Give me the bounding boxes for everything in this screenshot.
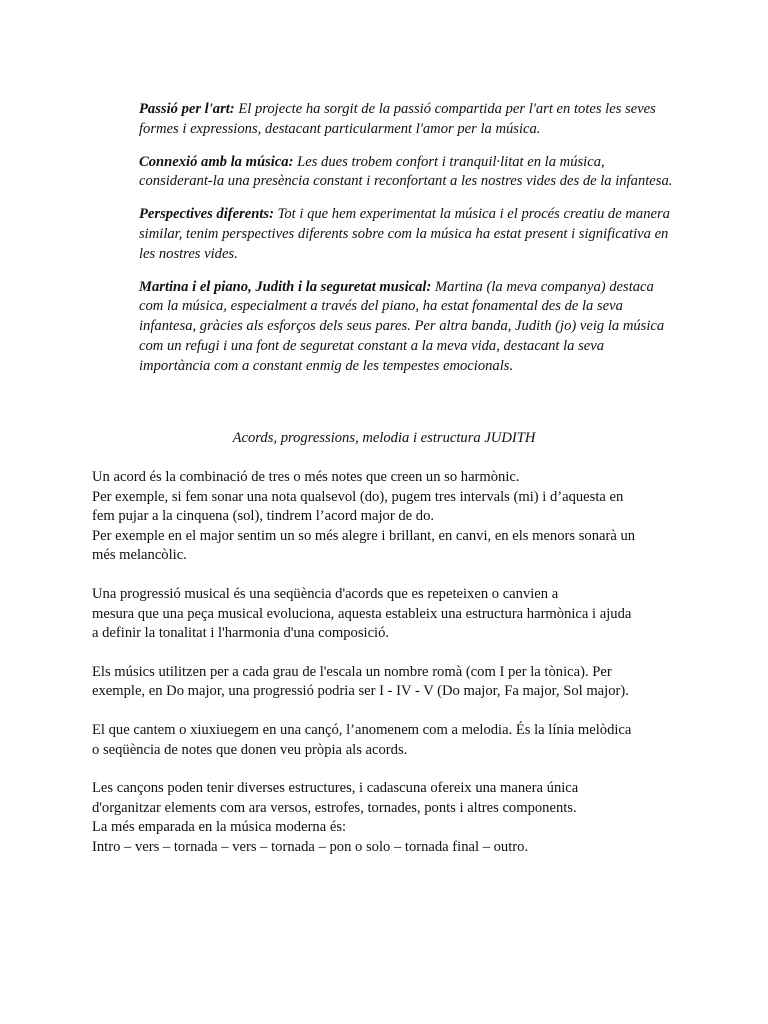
text-line: Una progressió musical és una seqüència d'acords que es repeteixen o canvien a	[92, 585, 559, 602]
point-text: Les dues trobem confort i tranquil·litat en la música, considerant-la una presència constant i reconfortant a les nostres vides des de la infantesa.	[139, 153, 673, 190]
point-term: Passió per l'art:	[139, 101, 235, 117]
paragraph-structure	[92, 779, 682, 857]
point-martina-judith	[139, 278, 679, 377]
section-heading: Acords, progressions, melodia i estructura JUDITH	[232, 430, 536, 446]
point-text: Martina (la meva companya) destaca com la música, especialment a través del piano, ha estat fonamental des de la seva infantesa, gràcies als esforços dels seus pares. Per altra banda, Judith (jo) veig la música com un refugi i una font de seguretat constant a la meva vida, destacant la seva importància com a constant enmig de les tempestes emocionals.	[139, 278, 665, 374]
paragraph-roman-numerals	[92, 663, 682, 702]
text-line: fem pujar a la cinquena (sol), tindrem l’acord major de do.	[92, 508, 435, 525]
point-text: El projecte ha sorgit de la passió compartida per l'art en totes les seves formes i expressions, destacant particularment l'amor per la música.	[139, 101, 656, 137]
point-term: Martina i el piano, Judith i la seguretat musical:	[139, 278, 432, 295]
text-line: exemple, en Do major, una progressió podria ser I - IV - V (Do major, Fa major, Sol major).	[92, 683, 629, 700]
point-connection-with-music	[139, 153, 679, 193]
text-line: a definir la tonalitat i l'harmonia d'una composició.	[92, 625, 390, 642]
point-passion-for-art	[139, 100, 679, 140]
text-line: Per exemple, si fem sonar una nota qualsevol (do), pugem tres intervals (mi) i d’aquesta en	[92, 488, 624, 505]
summary-points	[139, 100, 679, 390]
point-text: Tot i que hem experimentat la música i el procés creatiu de manera similar, tenim perspectives diferents sobre com la música ha estat present i significativa en les nostres vides.	[139, 206, 670, 262]
text-line: més melancòlic.	[92, 547, 187, 564]
paragraph-progressions	[92, 585, 682, 644]
paragraph-chords	[92, 468, 682, 566]
section-body	[92, 468, 682, 877]
text-line: Les cançons poden tenir diverses estructures, i cadascuna ofereix una manera única	[92, 780, 579, 797]
text-line: Els músics utilitzen per a cada grau de l'escala un nombre romà (com I per la tònica). Per	[92, 663, 612, 680]
text-line: o seqüència de notes que donen veu pròpia als acords.	[92, 741, 408, 758]
text-line: Un acord és la combinació de tres o més notes que creen un so harmònic.	[92, 469, 520, 485]
paragraph-melody	[92, 721, 682, 760]
point-term: Perspectives diferents:	[139, 206, 274, 223]
text-line: Intro – vers – tornada – vers – tornada – pon o solo – tornada final – outro.	[92, 838, 529, 855]
text-line: La més emparada en la música moderna és:	[92, 819, 347, 836]
text-line: mesura que una peça musical evoluciona, aquesta estableix una estructura harmònica i ajuda	[92, 605, 632, 622]
point-different-perspectives	[139, 205, 679, 264]
text-line: El que cantem o xiuxiuegem en una cançó, l’anomenem com a melodia. És la línia melòdica	[92, 721, 632, 738]
point-term: Connexió amb la música:	[139, 153, 294, 170]
text-line: Per exemple en el major sentim un so més alegre i brillant, en canvi, en els menors sonarà un	[92, 527, 636, 544]
text-line: d'organitzar elements com ara versos, estrofes, tornades, ponts i altres components.	[92, 799, 577, 816]
